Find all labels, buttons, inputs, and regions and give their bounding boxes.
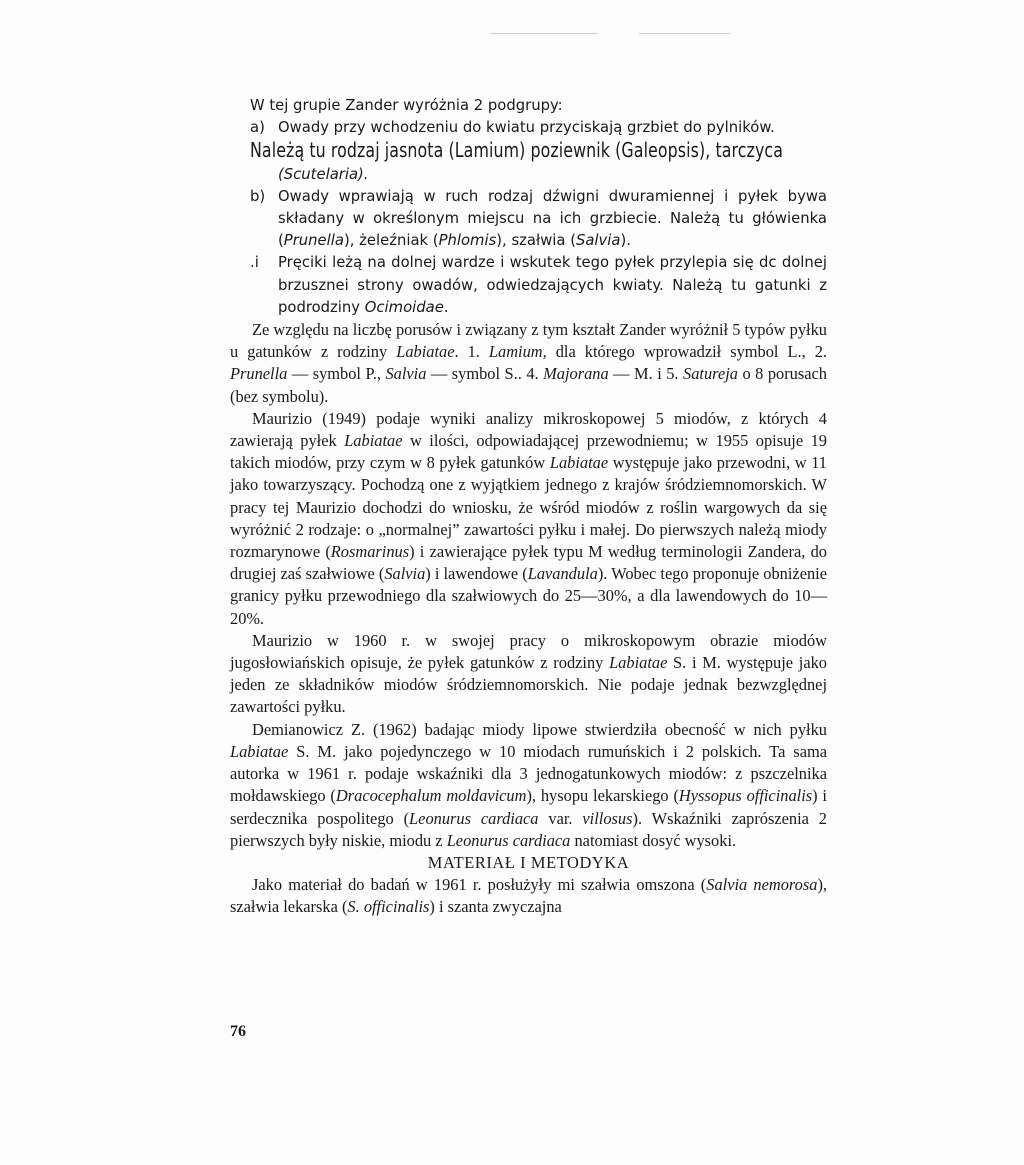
- genus-name: Salvia: [575, 232, 621, 250]
- taxon-name: Lavandula: [527, 564, 598, 584]
- scan-artifact-line: [490, 33, 730, 34]
- list-item-a-line3: [230, 164, 827, 186]
- text-run: Demianowicz Z. (1962) badając miody lipowe stwierdziła obecność w nich pyłku: [252, 719, 827, 739]
- paragraph-maurizio-1949: [230, 408, 827, 630]
- document-page: [230, 95, 827, 919]
- text-run: ), szałwia lekarska (: [230, 875, 827, 917]
- paragraph-maurizio-1960: [230, 630, 827, 719]
- text-run: ) i serdecznika pospolitego (: [230, 786, 827, 828]
- taxon-name: Labiatae: [344, 431, 403, 451]
- taxon-name: Labiatae: [396, 342, 455, 362]
- taxon-name: Labiatae: [230, 741, 289, 761]
- text-run: w ilości, odpowiadającej przewodniemu; w 1955 opisuje 19 takich miodów, przy czym w 8 pyłek gatunków: [230, 431, 828, 473]
- text-run: natomiast dosyć wysoki.: [570, 830, 737, 850]
- taxon-name: Salvia nemorosa: [706, 875, 818, 895]
- taxon-name: villosus: [582, 808, 633, 828]
- text-run: . 1.: [454, 342, 489, 362]
- text-run: var.: [538, 808, 583, 828]
- taxon-name: Lamium,: [488, 342, 547, 362]
- text-run: o 8 porusach (bez symbolu).: [230, 364, 827, 406]
- section-heading: MATERIAŁ I METODYKA: [427, 852, 630, 872]
- list-item-a: [230, 117, 827, 139]
- text-run: występuje jako przewodni, w 11 jako towarzyszący. Pochodzą one z wyjątkiem jednego z krajów śródziemnomorskich. W pracy tej Maurizio dochodzi do wniosku, że wśród miodów z roślin wargowych da się wyróżnić 2 rodzaje: o „normalnej” zawartości pyłku i małej. Do pierwszych należą miody rozmarynowe (: [230, 453, 827, 562]
- taxon-name: S. officinalis: [347, 897, 430, 917]
- taxon-name: Majorana: [543, 364, 609, 384]
- paragraph-pollen-types: [230, 319, 827, 408]
- taxon-name: Labiatae: [549, 453, 609, 473]
- text-run: ), żeleźniak (: [343, 232, 439, 250]
- taxon-name: Satureja: [683, 364, 738, 384]
- list-item-a-genera: [230, 139, 827, 163]
- text-run: — symbol P.,: [287, 364, 386, 384]
- taxon-name: Ocimoidae: [364, 298, 444, 316]
- genus-name: Phlomis: [438, 232, 497, 250]
- list-marker-b: b): [250, 187, 266, 205]
- intro-line: W tej grupie Zander wyróżnia 2 podgrupy:: [250, 97, 563, 114]
- taxon-name: Leonurus cardiaca: [409, 808, 539, 828]
- text-run: ). Wobec tego proponuje obniżenie granicy pyłku przewodniego dla szałwiowych do 25—30%, a dla lawendowych do 10—20%.: [230, 564, 827, 628]
- text-run: .: [443, 298, 449, 316]
- list-item-c: [230, 252, 827, 319]
- list-item-a-text: Owady przy wchodzeniu do kwiatu przyciskają grzbiet do pylników.: [278, 119, 775, 137]
- text-run: — M. i 5.: [608, 364, 684, 384]
- taxon-name: Labiatae: [609, 653, 668, 673]
- genus-name: Prunella: [283, 232, 344, 250]
- text-run: S. i M. występuje jako jeden ze składników miodów śródziemnomorskich. Nie podaje jednak bezwzględnej zawartości pyłku.: [230, 653, 827, 717]
- text-run: ). Wskaźniki zaprószenia 2 pierwszych były niskie, miodu z: [230, 808, 827, 850]
- list-marker-a: a): [250, 119, 265, 137]
- taxon-name: Rosmarinus: [330, 542, 410, 562]
- taxon-name: Leonurus cardiaca: [446, 830, 571, 850]
- taxon-name: Prunella: [230, 364, 288, 384]
- text-run: ).: [620, 232, 631, 250]
- list-marker-c: .i: [250, 254, 259, 272]
- list-item-b: [230, 186, 827, 253]
- text-run: ) i lawendowe (: [425, 564, 528, 584]
- taxon-name: Salvia: [384, 564, 426, 584]
- text-run: Ze względu na liczbę porusów i związany z tym kształt Zander wyróżnił 5 typów pyłku u gatunków z rodziny: [230, 320, 827, 362]
- text-run: — symbol S.. 4.: [426, 364, 544, 384]
- text-run: S. M. jako pojedynczego w 10 miodach rumuńskich i 2 polskich. Ta sama autorka w 1961 r. podaje wskaźniki dla 3 jednogatunkowych miodów: z pszczelnika mołdawskiego (: [230, 741, 827, 806]
- text-run: Owady wprawiają w ruch rodzaj dźwigni dwuramiennej i pyłek bywa składany w określonym miejscu na ich grzbiecie. Należą tu główienka (: [278, 187, 827, 250]
- text-run: dla którego wprowadził symbol L., 2.: [546, 342, 827, 362]
- paragraph-demianowicz: [230, 719, 827, 852]
- text-run: ) i zawierające pyłek typu M według terminologii Zandera, do drugiej zaś szałwiowe (: [230, 542, 827, 584]
- taxon-name: Hyssopus officinalis: [678, 786, 813, 806]
- taxon-name: Dracocephalum moldavicum: [335, 786, 527, 806]
- list-item-a-line3-text: (Scutelaria).: [278, 165, 369, 183]
- text-run: Maurizio (1949) podaje wyniki analizy mikroskopowej 5 miodów, z których 4 zawierają pyłek: [230, 408, 827, 451]
- text-run: ), hysopu lekarskiego (: [526, 786, 679, 806]
- taxon-name: Salvia: [385, 364, 427, 384]
- text-run: Jako materiał do badań w 1961 r. posłużyły mi szałwia omszona (: [252, 875, 707, 895]
- paragraph-material: [230, 874, 827, 918]
- text-run: ), szałwia (: [496, 232, 576, 250]
- text-run: ) i szanta zwyczajna: [429, 897, 562, 917]
- text-run: Maurizio w 1960 r. w swojej pracy o mikroskopowym obrazie miodów jugosłowiańskich opisuje, że pyłek gatunków z rodziny: [230, 630, 827, 673]
- page-number: 76: [230, 1023, 246, 1040]
- text-run: Pręciki leżą na dolnej wardze i wskutek tego pyłek przylepia się dc dolnej brzusznei strony owadów, odwiedzających kwiaty. Należą tu gatunki z podrodziny: [278, 254, 827, 316]
- list-item-a-line2: Należą tu rodzaj jasnota (Lamium) poziewnik (Galeopsis), tarczyca: [250, 138, 783, 163]
